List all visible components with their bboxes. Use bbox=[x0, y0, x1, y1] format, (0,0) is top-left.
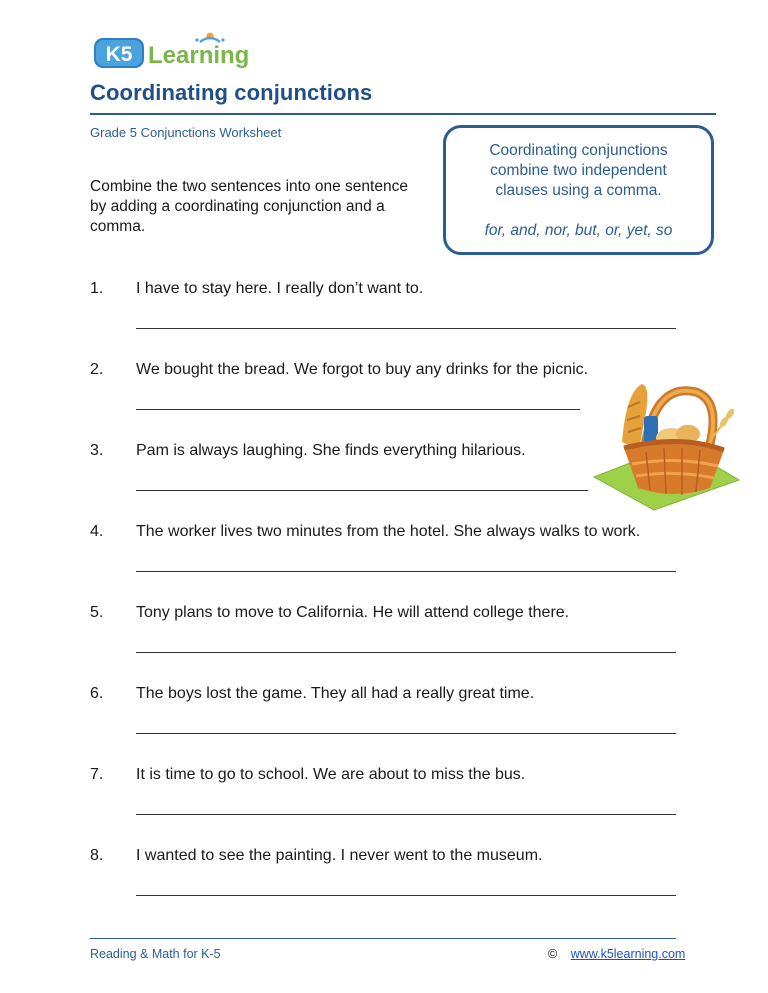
question-number: 2. bbox=[90, 361, 104, 378]
footer-copyright bbox=[548, 947, 685, 961]
svg-text:K5: K5 bbox=[105, 43, 133, 66]
page-title: Coordinating conjunctions bbox=[90, 80, 373, 105]
info-box-text: Coordinating conjunctions combine two independent clauses using a comma. bbox=[489, 142, 668, 199]
question-text: It is time to go to school. We are about to miss the bus. bbox=[136, 766, 526, 783]
question-text: I have to stay here. I really don’t want to. bbox=[136, 280, 424, 297]
question-item bbox=[0, 604, 768, 684]
footer-divider bbox=[90, 938, 676, 939]
conjunction-list: for, and, nor, but, or, yet, so bbox=[484, 222, 673, 239]
svg-text:Learning: Learning bbox=[148, 42, 250, 69]
answer-line[interactable] bbox=[136, 733, 676, 734]
question-item bbox=[0, 523, 768, 603]
worksheet-subtitle: Grade 5 Conjunctions Worksheet bbox=[90, 125, 282, 140]
title-divider bbox=[90, 113, 716, 115]
answer-line[interactable] bbox=[136, 652, 676, 653]
picnic-basket-icon bbox=[584, 372, 744, 512]
k5learning-link[interactable]: www.k5learning.com bbox=[570, 947, 686, 961]
answer-line[interactable] bbox=[136, 571, 676, 572]
logo-icon bbox=[92, 28, 262, 76]
question-text: We bought the bread. We forgot to buy any drinks for the picnic. bbox=[136, 361, 589, 378]
question-item bbox=[0, 685, 768, 765]
question-text: The boys lost the game. They all had a really great time. bbox=[136, 685, 535, 702]
question-text: Tony plans to move to California. He will attend college there. bbox=[136, 604, 570, 621]
question-number: 8. bbox=[90, 847, 104, 864]
question-text: The worker lives two minutes from the hotel. She always walks to work. bbox=[136, 523, 641, 540]
footer-tagline: Reading & Math for K-5 bbox=[90, 947, 221, 961]
question-number: 1. bbox=[90, 280, 104, 297]
question-item bbox=[0, 280, 768, 360]
question-item bbox=[0, 766, 768, 846]
question-number: 4. bbox=[90, 523, 104, 540]
question-text: I wanted to see the painting. I never went to the museum. bbox=[136, 847, 543, 864]
question-number: 3. bbox=[90, 442, 104, 459]
question-item bbox=[0, 847, 768, 927]
question-number: 6. bbox=[90, 685, 104, 702]
instructions-text: Combine the two sentences into one sentence by adding a coordinating conjunction and a comma. bbox=[90, 178, 408, 235]
question-text: Pam is always laughing. She finds everything hilarious. bbox=[136, 442, 526, 459]
answer-line[interactable] bbox=[136, 328, 676, 329]
answer-line[interactable] bbox=[136, 409, 580, 410]
answer-line[interactable] bbox=[136, 814, 676, 815]
conjunctions-info-box bbox=[443, 125, 714, 255]
k5-learning-logo[interactable] bbox=[92, 28, 262, 76]
question-number: 7. bbox=[90, 766, 104, 783]
copyright-symbol: © bbox=[548, 947, 558, 961]
question-number: 5. bbox=[90, 604, 104, 621]
answer-line[interactable] bbox=[136, 490, 588, 491]
answer-line[interactable] bbox=[136, 895, 676, 896]
